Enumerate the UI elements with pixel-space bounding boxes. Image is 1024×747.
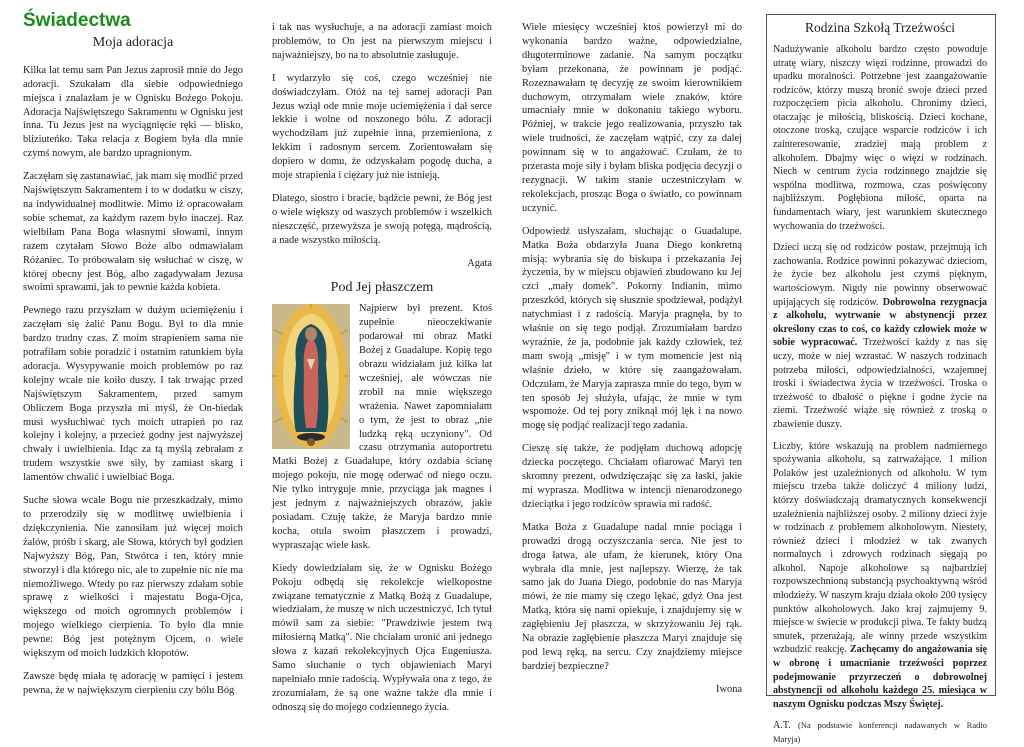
text-span: Dzieci uczą się od rodziców postaw, przejmują ich zachowania. Rodzice powinni pokazywać dzieciom, że życie bez alkoholu jest czymś pięknym, wartościowym. Nigdy nie powinny obserwować upijających się rodziców. bbox=[773, 242, 987, 308]
text-span: Trzeźwości każdy z nas się uczy, może w niej wzrastać. W naszych rodzinach potrzeba miłości, odpowiedzialności, wzajemnej troski i świadectwa życia w trzeźwości. Troska o trzeźwość to dbałość o piękne i godne życie na ziemi. Trzeźwość wiąże się również z troską o zbawienie duszy. bbox=[773, 337, 987, 430]
paragraph: Zawsze będę miała tę adorację w pamięci i jestem pewna, że w największym cierpieniu czy bólu Bóg bbox=[23, 670, 243, 696]
signature-at: A.T. bbox=[773, 720, 791, 732]
bold-text: Zachęcamy do angażowania się w obronę i umacnianie trzeźwości poprzez podejmowanie przyrzeczeń o dobrowolnej abstynencji od alkoholu każdego 25. miesiąca w naszym Ognisku podczas Mszy Świętej. bbox=[773, 644, 987, 710]
paragraph: Zaczęłam się zastanawiać, jak mam się modlić przed Najświętszym Sakramentem i to w dodatku w ciszy, na indywidualnej modlitwie. Mimo iż opracowałam sobie schemat, za każdym razem było inaczej. Raz wielbiłam Pana Boga własnymi słowami, innym razem czytałam Słowo Boże albo odmawiałam Różaniec. To próbowałam się wsłuchać w ciszę, w której obecny jest Bóg, albo zagadywałam Jezusa swoimi sprawami, jak to pewnie każda kobieta. bbox=[23, 171, 243, 294]
column-1 bbox=[23, 0, 243, 707]
paragraph: Dlatego, siostro i bracie, bądźcie pewni, że Bóg jest o wiele większy od waszych problemów i wszelkich nieszczęść, przewyższa je swoją potęgą, mądrością, a nade wszystko miłością. bbox=[272, 192, 492, 246]
paragraph bbox=[773, 440, 987, 712]
column-3 bbox=[522, 21, 742, 697]
column-2 bbox=[272, 21, 492, 724]
text-span: Liczby, które wskazują na problem nadmiernego spożywania alkoholu, są zatrważające. 1 milion Polaków jest uzależnionych od alkoholu. W tym miejscu trzeba także doliczyć 4 miliony ludzi, którzy doświadczają dramatycznych konsekwencji uzależnienia najbliższej osoby. 2 miliony dzieci żyje w rodzinach z problemem alkoholowym. Niestety, również dzieci i młodzież w tak zwanych normalnych i zdrowych rodzinach sięgają po alkohol. Napoje alkoholowe są najbardziej rozpowszechnioną substancją psychoaktywną wśród młodzieży. W naszym kraju działa około 200 tysięcy punktów alkoholowych. Jako kraj zajmujemy 9. miejsce w świecie w produkcji piwa. Te fakty budzą smutek, przerażają, ale winny przede wszystkim wzbudzić reakcję. bbox=[773, 440, 987, 656]
sobriety-box bbox=[766, 14, 996, 744]
paragraph: Wiele miesięcy wcześniej ktoś powierzył mi do wykonania bardzo ważne, odpowiedzialne, długoterminowe zadanie. Na samym początku byłam przekonana, że powinnam je podjąć. Rozeznawałam tę decyzję ze swoim kierownikiem duchowym, otrzymałam wiele znaków, które umacniały mnie w dokonaniu takiego wyboru. Później, w trakcie jego realizowania, przyszło tak wiele trudności, że zaczęłam wątpić, czy za dalej powinnam się w to angażować. Czułam, że to przerasta moje siły i byłam bliska podjęcia decyzji o rezygnacji. W takim stanie uczestniczyłam w rekolekcjach, prosząc Boga o światło, co powinnam uczynić. bbox=[522, 22, 742, 214]
paragraph bbox=[773, 241, 987, 431]
paragraph: Matka Boża z Guadalupe nadal mnie pociąga i prowadzi drogą oczyszczania serca. Nie jest to droga łatwa, ale ufam, że kierunek, który Ona wybrała dla mnie, jest najlepszy. Wierzę, że tak samo jak do Juana Diego, podobnie do nas Maryja mówi, że nie mamy się czego lękać, gdyż Ona jest Matką, która się nami opiekuje, i znajdujemy się w zagłębieniu Jej płaszcza, w skrzyżowaniu Jej rąk. Na obrazie zagłębienie płaszcza Maryi znajduje się pod lewą ręką, na sercu. Czy znajdziemy miejsce bardziej bezpieczne? bbox=[522, 521, 742, 672]
paragraph: Suche słowa wcale Bogu nie przeszkadzały, mimo to przerodziły się w modlitwę uwielbienia i dziękczynienia. Nie zanosiłam już więcej moich żalów, próśb i skarg, ale Słowa, których był godzien Najwyższy Bóg, Pan, Stwórca i ten, który mnie stworzył i dla którego nic, ale to zupełnie nic nie ma niemożliwego. Wtedy po raz pierwszy zdałam sobie sprawę z wielkości i majestatu Boga-Ojca, większego od moich ogromnych problemów i mojego wielkiego cierpienia. To było dla mnie pewne: Bóg jest potężnym Ojcem, o wiele większym od moich ludzkich kłopotów. bbox=[23, 495, 243, 660]
paragraph: Pewnego razu przyszłam w dużym uciemiężeniu i zaczęłam się żalić Panu Bogu. Był to dla mnie bardzo trudny czas. Z moim strapieniem sama nie potrafiłam sobie poradzić i ostatnim ratunkiem była adoracja. Wysypywanie moich problemów po raz kolejny wcale nie koiło duszy. I tak trwając przed Najświętszym Sakramentem, przed samym Obliczem Boga przyszła mi myśl, że On-biedak musi wysłuchiwać tych moich utrapień po raz kolejny i kolejny, a przecież godny jest najwyższej chwały i uwielbienia. Idąc za tą myślą zebrałam z trudem wszystkie swe siły, by zamiast skarg i lamentów chwalić i uwielbiać Boga. bbox=[23, 305, 243, 484]
box-title: Rodzina Szkołą Trzeźwości bbox=[805, 20, 955, 35]
paragraph: Cieszę się także, że podjęłam duchową adopcję dziecka poczętego. Chciałam ofiarować Maryi ten skromny prezent, odwdzięczając się za łaski, jakie mi wyprasza. Modlitwa w intencji nienarodzonego dzieciątka i jego rodziców sprawia mi radość. bbox=[522, 443, 742, 510]
bold-text: Dobrowolna rezygnacja z alkoholu, wytrwanie w abstynencji przez określony czas to coś, co każdy człowiek może w sobie wypracować. bbox=[773, 296, 987, 349]
paragraph: I wydarzyło się coś, czego wcześniej nie doświadczyłam. Otóż na tej samej adoracji Pan Jezus wziął ode mnie moje uciemiężenia i dał serce lekkie i wolne od noszonego bólu. Z adoracji wychodziłam już zupełnie inna, przemieniona, z lekkim i radosnym sercem. Zorientowałam się dopiero w domu, że odzyskałam pogodę ducha, a moje strapienia i ciężary już nie istnieją. bbox=[272, 72, 492, 182]
signature-note: (Na podstawie konferencji nadawanych w Radio Maryja) bbox=[773, 720, 987, 744]
signature-iwona: Iwona bbox=[716, 683, 742, 695]
column-4 bbox=[766, 14, 996, 744]
article-title-moja-adoracja: Moja adoracja bbox=[92, 34, 174, 50]
paragraph: Kilka lat temu sam Pan Jezus zaprosił mnie do Jego adoracji. Szukałam dla siebie odpowiedniego miejsca i znalazłam je w Ognisku Bożego Pokoju. Adoracja Najświętszego Sakramentu w Ognisku jest inna. Tu Jezus jest na wyciągnięcie ręki — blisko, bliziuteńko. Taka relacja z Bogiem była dla mnie czymś nowym, ale bardzo upragnionym. bbox=[23, 64, 243, 160]
signature-agata: Agata bbox=[467, 257, 492, 269]
article-title-pod-jej-plaszczem: Pod Jej płaszczem bbox=[330, 279, 434, 295]
paragraph: Odpowiedź usłyszałam, słuchając o Guadalupe. Matka Boża obdarzyła Juana Diego konkretną misją: wybrania się do biskupa i przekazania Jej życzenia, by w miejscu objawień zbudowano ku Jej czci „mały domek". Pokorny Indianin, mimo przeszkód, których się słusznie spodziewał, podążył natychmiast i z radością. Maryja pragnęła, by to właśnie on się tego podjął. Zrozumiałam bardzo wyraźnie, że ja, podobnie jak każdy człowiek, też mam swoją „misję" i w tym momencie jest nią właśnie dzieło, w które się zaangażowałam. Odczułam, że Maryja zaprasza mnie do tego, bym w ten sposób Jej służyła, ufając, że mnie w tym wspomoże. Od tej pory zniknął mój lęk i na nowo mogę się podjąć realizacji tego zadania. bbox=[522, 225, 742, 432]
section-title: Świadectwa bbox=[23, 10, 131, 31]
paragraph: i tak nas wysłuchuje, a na adoracji zamiast moich problemów, to On jest na pierwszym miejscu i najważniejszy, bo na to absolutnie zasługuje. bbox=[272, 22, 492, 61]
paragraph: Nadużywanie alkoholu bardzo często powoduje utratę wiary, niszczy więzi rodzinne, prowadzi do upadku moralności. Potrzebne jest zaangażowanie rodziców, którzy muszą bronić swoje dzieci przed rozpoczęciem picia alkoholu. Chronimy dzieci, otaczając je miłością, bliskością. Dzieci kochane, otoczone troską, czujące wsparcie rodziców i ich zainteresowanie, zradziej mają problem z alkoholem. Dbajmy więc o więzi w rodzinach. Niech w centrum życia rodzinnego znajdzie się wspólna modlitwa, rozmowa, czas poświęcony najbliższym. Pogłębiona miłość, oparta na fundamentach wiary, jest warunkiem skutecznego wychowania do trzeźwości. bbox=[773, 43, 987, 232]
paragraph: Najpierw był prezent. Ktoś zupełnie nieoczekiwanie podarował mi obraz Matki Bożej z Guadalupe. Kopię tego obrazu widziałam już kilka lat wcześniej, ale wówczas nie zrobił na mnie większego wrażenia. Nawet zapomniałam o tym, że jest to obraz „nie ludzką ręką uczyniony". Od czasu otrzymania autoportretu Matki Bożej z Guadalupe, który ozdabia ścianę mojego pokoju, nie mogę oderwać od niego oczu. Nie tylko intryguje mnie, przyciąga jak magnes i jest jednym z najważniejszych obrazów, jakie posiadam. Czuję także, że Maryja bardzo mnie kocha, otula swoim płaszczem i prowadzi, wypraszając wiele łask. bbox=[272, 303, 492, 551]
guadalupe-image bbox=[272, 304, 350, 449]
paragraph: Kiedy dowiedziałam się, że w Ognisku Bożego Pokoju odbędą się rekolekcje wielkopostne związane tematycznie z Matką Bożą z Guadalupe, wiedziałam, że muszę w nich uczestniczyć. Ich tytuł mówił sam za siebie: "Prawdziwie jestem twą miłosierną Matką". Nie chciałam uronić ani jednego słowa z kazań rekolekcyjnych Ojca Eugeniusza. Samo słuchanie o tych objawieniach Maryi napełniało mnie radością. Wypływała ona z tego, że zrozumiałam, że są one ważne także dla mnie i odnoszą się do mojego codziennego życia. bbox=[272, 562, 492, 713]
box-signature bbox=[773, 719, 987, 746]
